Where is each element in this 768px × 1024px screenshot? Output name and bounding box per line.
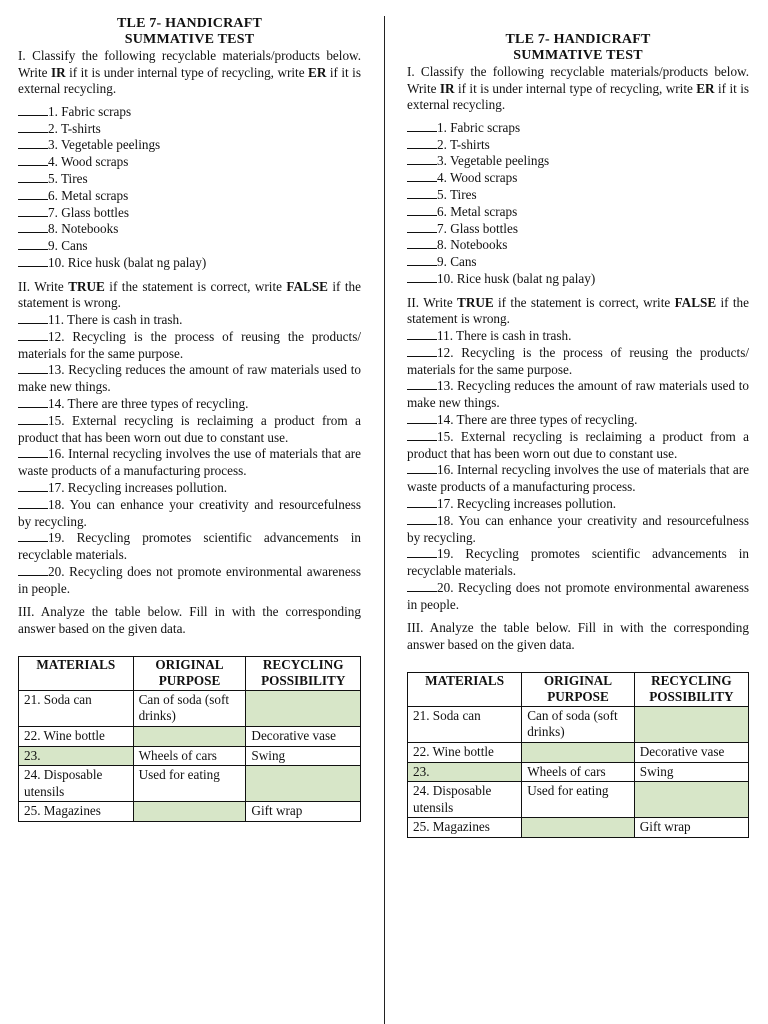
part2-instructions [407, 295, 749, 328]
table-row [408, 706, 749, 742]
part1-item: 2. T-shirts [407, 137, 749, 154]
test-copy-left [18, 16, 361, 822]
cell-material: 25. Magazines [19, 802, 134, 822]
part3-instructions: III. Analyze the table below. Fill in with the corresponding answer based on the given data. [407, 620, 749, 653]
answer-blank[interactable] [18, 205, 48, 217]
part2-item: 19. Recycling promotes scientific advancements in recyclable materials. [18, 530, 361, 563]
answer-blank[interactable] [18, 396, 48, 408]
test-title [18, 16, 361, 48]
cell-purpose: Can of soda (soft drinks) [522, 706, 635, 742]
answer-blank[interactable] [407, 462, 437, 474]
part2-item: 15. External recycling is reclaiming a product from a product that has been worn out due to constant use. [407, 428, 749, 461]
cell-answer-blank[interactable] [246, 690, 361, 726]
cell-answer-blank[interactable] [522, 743, 635, 763]
part3-instructions: III. Analyze the table below. Fill in with the corresponding answer based on the given data. [18, 604, 361, 637]
header-materials: MATERIALS [19, 656, 134, 690]
cell-possibility: Gift wrap [246, 802, 361, 822]
cell-possibility: Swing [246, 746, 361, 766]
part2-item: 17. Recycling increases pollution. [18, 480, 361, 497]
header-materials: MATERIALS [408, 672, 522, 706]
part2-item: 11. There is cash in trash. [407, 328, 749, 345]
answer-blank[interactable] [407, 137, 437, 149]
part2-item: 16. Internal recycling involves the use of materials that are waste products of a manufacturing process. [407, 462, 749, 495]
answer-blank[interactable] [407, 496, 437, 508]
title-line-2: SUMMATIVE TEST [513, 48, 643, 63]
cell-purpose: Can of soda (soft drinks) [133, 690, 246, 726]
cell-answer-blank[interactable] [634, 782, 748, 818]
part2-suffix: if the statement is wrong. [407, 294, 749, 327]
answer-blank[interactable] [407, 345, 437, 357]
cell-purpose: Wheels of cars [522, 762, 635, 782]
cell-material: 22. Wine bottle [19, 727, 134, 747]
answer-blank[interactable] [407, 204, 437, 216]
cell-possibility: Gift wrap [634, 818, 748, 838]
part1-item: 6. Metal scraps [407, 204, 749, 221]
answer-blank[interactable] [407, 170, 437, 182]
title-line-1: TLE 7- HANDICRAFT [505, 32, 651, 47]
table-row [19, 727, 361, 747]
part2-item: 14. There are three types of recycling. [18, 396, 361, 413]
part2-item: 20. Recycling does not promote environmental awareness in people. [407, 579, 749, 612]
answer-blank[interactable] [18, 480, 48, 492]
cell-material: 24. Disposable utensils [408, 782, 522, 818]
test-copy-right [407, 32, 749, 838]
part2-prefix: II. Write [18, 278, 69, 294]
part2-item: 12. Recycling is the process of reusing the products/ materials for the same purpose. [407, 344, 749, 377]
table-header-row [408, 672, 749, 706]
header-recycling-possibility: RECYCLING POSSIBILITY [634, 672, 748, 706]
table-header-row [19, 656, 361, 690]
table-row [19, 766, 361, 802]
answer-blank[interactable] [407, 546, 437, 558]
answer-blank[interactable] [18, 312, 48, 324]
part2-item: 18. You can enhance your creativity and resourcefulness by recycling. [18, 496, 361, 529]
part1-middle: if it is under internal type of recycling, write [454, 80, 697, 96]
cell-purpose: Used for eating [133, 766, 246, 802]
materials-table [407, 672, 749, 838]
answer-blank[interactable] [18, 171, 48, 183]
answer-blank[interactable] [18, 497, 48, 509]
part2-middle: if the statement is correct, write [493, 294, 675, 310]
part1-items [18, 104, 361, 272]
table-row [19, 690, 361, 726]
answer-blank[interactable] [407, 580, 437, 592]
part1-prefix: I. Classify the following recyclable materials/products below. Write [18, 48, 361, 80]
table-row [408, 762, 749, 782]
materials-table [18, 656, 361, 822]
cell-material-answer[interactable]: 23. [19, 746, 134, 766]
part1-item: 9. Cans [407, 254, 749, 271]
cell-material-answer[interactable]: 23. [408, 762, 522, 782]
table-row [19, 802, 361, 822]
part2-item: 14. There are three types of recycling. [407, 412, 749, 429]
part2-item: 20. Recycling does not promote environmental awareness in people. [18, 563, 361, 596]
part1-ir: IR [50, 64, 66, 80]
header-recycling-possibility: RECYCLING POSSIBILITY [246, 656, 361, 690]
table-row [408, 818, 749, 838]
part2-false: FALSE [286, 278, 328, 294]
answer-blank[interactable] [18, 530, 48, 542]
header-original-purpose: ORIGINAL PURPOSE [522, 672, 635, 706]
answer-blank[interactable] [407, 153, 437, 165]
part2-item: 13. Recycling reduces the amount of raw materials used to make new things. [18, 362, 361, 395]
cell-possibility: Decorative vase [634, 743, 748, 763]
cell-material: 24. Disposable utensils [19, 766, 134, 802]
part2-false: FALSE [674, 294, 717, 310]
part1-item: 7. Glass bottles [407, 221, 749, 238]
answer-blank[interactable] [18, 221, 48, 233]
part1-item: 1. Fabric scraps [18, 104, 361, 121]
part2-item: 18. You can enhance your creativity and resourcefulness by recycling. [407, 512, 749, 545]
answer-blank[interactable] [407, 328, 437, 340]
cell-material: 21. Soda can [19, 690, 134, 726]
part1-ir: IR [439, 80, 455, 96]
answer-blank[interactable] [407, 120, 437, 132]
part1-items [407, 120, 749, 288]
answer-blank[interactable] [18, 413, 48, 425]
header-original-purpose: ORIGINAL PURPOSE [133, 656, 246, 690]
part1-suffix: if it is external recycling. [18, 64, 361, 97]
part1-item: 9. Cans [18, 238, 361, 255]
answer-blank[interactable] [18, 137, 48, 149]
part2-suffix: if the statement is wrong. [18, 278, 361, 311]
answer-blank[interactable] [407, 187, 437, 199]
answer-blank[interactable] [18, 564, 48, 576]
part1-item: 8. Notebooks [407, 237, 749, 254]
part2-item: 19. Recycling promotes scientific advancements in recyclable materials. [407, 546, 749, 579]
cell-possibility: Swing [634, 762, 748, 782]
part2-prefix: II. Write [407, 294, 458, 310]
part2-item: 13. Recycling reduces the amount of raw materials used to make new things. [407, 378, 749, 411]
cell-material: 25. Magazines [408, 818, 522, 838]
part1-instructions [18, 48, 361, 98]
table-row [408, 743, 749, 763]
part2-item: 16. Internal recycling involves the use of materials that are waste products of a manufacturing process. [18, 446, 361, 479]
part2-item: 11. There is cash in trash. [18, 312, 361, 329]
title-line-2: SUMMATIVE TEST [124, 32, 255, 47]
part2-middle: if the statement is correct, write [104, 278, 287, 294]
cell-material: 21. Soda can [408, 706, 522, 742]
part2-item: 17. Recycling increases pollution. [407, 496, 749, 513]
answer-blank[interactable] [407, 221, 437, 233]
answer-blank[interactable] [407, 513, 437, 525]
part1-item: 4. Wood scraps [407, 170, 749, 187]
answer-blank[interactable] [18, 446, 48, 458]
cell-answer-blank[interactable] [246, 766, 361, 802]
answer-blank[interactable] [407, 412, 437, 424]
part1-middle: if it is under internal type of recycling, write [65, 64, 309, 80]
answer-blank[interactable] [407, 378, 437, 390]
answer-blank[interactable] [18, 121, 48, 133]
answer-blank[interactable] [18, 104, 48, 116]
answer-blank[interactable] [407, 237, 437, 249]
part2-item: 15. External recycling is reclaiming a product from a product that has been worn out due to constant use. [18, 412, 361, 445]
cell-answer-blank[interactable] [522, 818, 635, 838]
part2-instructions [18, 279, 361, 312]
part1-suffix: if it is external recycling. [407, 80, 749, 113]
part1-prefix: I. Classify the following recyclable materials/products below. Write [407, 64, 749, 96]
cell-purpose: Wheels of cars [133, 746, 246, 766]
part1-item: 10. Rice husk (balat ng palay) [407, 271, 749, 288]
part2-true: TRUE [457, 294, 494, 310]
part1-er: ER [308, 64, 327, 80]
part1-er: ER [696, 80, 715, 96]
cell-answer-blank[interactable] [133, 802, 246, 822]
answer-blank[interactable] [407, 429, 437, 441]
cell-answer-blank[interactable] [133, 727, 246, 747]
answer-blank[interactable] [18, 188, 48, 200]
part1-item: 3. Vegetable peelings [18, 137, 361, 154]
part1-item: 5. Tires [18, 171, 361, 188]
part1-item: 3. Vegetable peelings [407, 153, 749, 170]
answer-blank[interactable] [407, 254, 437, 266]
answer-blank[interactable] [407, 271, 437, 283]
table-row [408, 782, 749, 818]
part2-items [407, 328, 749, 614]
part1-item: 5. Tires [407, 187, 749, 204]
table-row [19, 746, 361, 766]
part2-true: TRUE [68, 278, 105, 294]
answer-blank[interactable] [18, 238, 48, 250]
title-line-1: TLE 7- HANDICRAFT [117, 16, 262, 31]
cell-purpose: Used for eating [522, 782, 635, 818]
part1-item: 8. Notebooks [18, 221, 361, 238]
answer-blank[interactable] [18, 362, 48, 374]
test-title [407, 32, 749, 64]
answer-blank[interactable] [18, 154, 48, 166]
cell-answer-blank[interactable] [634, 706, 748, 742]
part1-item: 1. Fabric scraps [407, 120, 749, 137]
part2-item: 12. Recycling is the process of reusing the products/ materials for the same purpose. [18, 328, 361, 361]
cell-possibility: Decorative vase [246, 727, 361, 747]
page-divider-line [384, 16, 385, 1024]
part1-item: 7. Glass bottles [18, 205, 361, 222]
part1-item: 2. T-shirts [18, 121, 361, 138]
answer-blank[interactable] [18, 329, 48, 341]
part1-item: 10. Rice husk (balat ng palay) [18, 255, 361, 272]
part1-item: 6. Metal scraps [18, 188, 361, 205]
part1-instructions [407, 64, 749, 114]
part1-item: 4. Wood scraps [18, 154, 361, 171]
cell-material: 22. Wine bottle [408, 743, 522, 763]
answer-blank[interactable] [18, 255, 48, 267]
part2-items [18, 312, 361, 598]
